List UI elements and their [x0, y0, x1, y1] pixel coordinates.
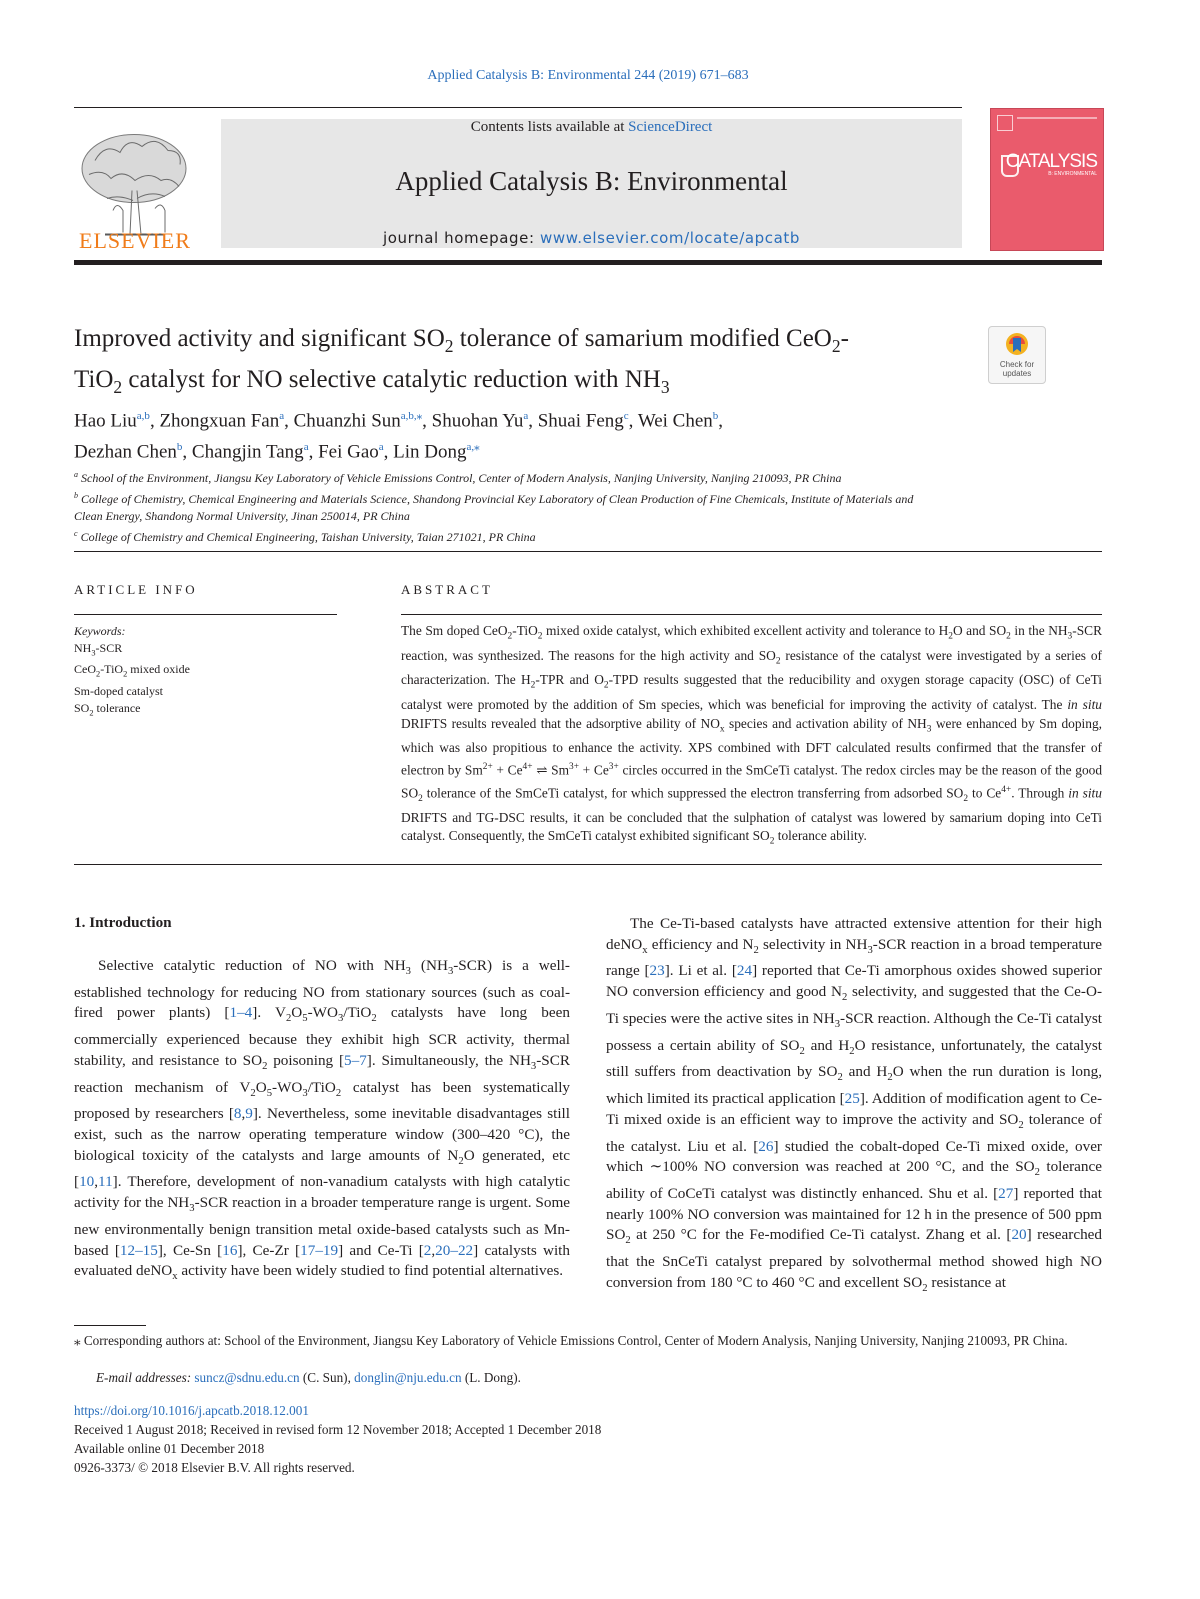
- corresponding-author-note: ⁎ Corresponding authors at: School of the Environment, Jiangsu Key Laboratory of Vehicle Emissions Control, Center of Modern Analysis, Nanjing University, Nanjing 210093, PR China.: [74, 1333, 1068, 1348]
- author-name: Wei Chen: [637, 410, 713, 432]
- introduction-heading: 1. Introduction: [74, 914, 172, 931]
- contents-line: [221, 119, 962, 136]
- keywords-block: [74, 623, 334, 721]
- email-label: E-mail addresses:: [96, 1370, 195, 1385]
- citation-link[interactable]: 5–7: [344, 1051, 367, 1069]
- citation-link[interactable]: 16: [222, 1241, 238, 1259]
- citation-link[interactable]: 12–15: [119, 1241, 158, 1259]
- author-name: Zhongxuan Fan: [159, 410, 280, 432]
- citation-link[interactable]: 1–4: [229, 1004, 253, 1022]
- contents-prefix: Contents lists available at: [470, 119, 629, 135]
- homepage-line: [221, 229, 962, 247]
- author-affiliation-mark[interactable]: a,⁎: [466, 441, 480, 454]
- author-name: Shuai Feng: [537, 410, 624, 432]
- citation-link[interactable]: 24: [736, 962, 753, 980]
- citation-link[interactable]: 25: [844, 1090, 860, 1108]
- email-link-sun[interactable]: suncz@sdnu.edu.cn: [194, 1370, 300, 1385]
- cover-header-line: [1017, 117, 1097, 119]
- cover-emblem: [997, 115, 1013, 131]
- abstract-bottom-rule: [74, 864, 1102, 865]
- author-affiliation-mark[interactable]: a: [378, 441, 384, 454]
- keywords-label: Keywords:: [74, 624, 126, 638]
- author-affiliation-mark[interactable]: a: [303, 441, 309, 454]
- author-name: Shuohan Yu: [431, 410, 524, 432]
- keyword-item: Sm-doped catalyst: [74, 683, 163, 698]
- citation-link[interactable]: 20–22: [435, 1241, 474, 1259]
- article-info-label: ARTICLE INFO: [74, 582, 198, 597]
- elsevier-wordmark: ELSEVIER: [79, 228, 191, 253]
- header-rule: [74, 107, 962, 108]
- author-name: Fei Gao: [318, 441, 379, 463]
- author-name: Lin Dong: [393, 441, 467, 463]
- affiliation-rule: [74, 551, 1102, 552]
- author-name: Chuanzhi Sun: [293, 410, 401, 432]
- cover-subtitle: B: ENVIRONMENTAL: [1048, 171, 1097, 177]
- keyword-item: $SO_2$ tolerance: [74, 700, 141, 718]
- email-link-dong[interactable]: donglin@nju.edu.cn: [354, 1370, 462, 1385]
- journal-reference[interactable]: Applied Catalysis B: Environmental 244 (2019) 671–683: [427, 68, 749, 83]
- keyword-item: CeO$_2$-TiO$_2$ mixed oxide: [74, 662, 190, 679]
- affiliation-list: [74, 466, 1102, 546]
- citation-link[interactable]: 20: [1011, 1226, 1027, 1244]
- author-affiliation-mark[interactable]: c: [623, 410, 629, 422]
- citation-link[interactable]: 27: [998, 1184, 1014, 1202]
- crossmark-icon: [1005, 332, 1029, 358]
- author-affiliation-mark[interactable]: a,b,⁎: [400, 410, 423, 422]
- journal-cover-thumbnail[interactable]: [990, 108, 1104, 251]
- cover-title: CATALYSIS: [1005, 151, 1097, 172]
- journal-title: Applied Catalysis B: Environmental: [395, 166, 788, 196]
- author-name: Hao Liu: [74, 410, 137, 432]
- author-name: Dezhan Chen: [74, 441, 177, 463]
- citation-link[interactable]: 26: [758, 1137, 774, 1155]
- received-dates: Received 1 August 2018; Received in revised form 12 November 2018; Accepted 1 December 2018: [74, 1422, 602, 1437]
- citation-link[interactable]: 9: [245, 1105, 253, 1123]
- affiliation-b-cont: Clean Energy, Shandong Normal University, Jinan 250014, PR China: [74, 509, 410, 523]
- check-for-updates-badge[interactable]: [988, 326, 1046, 384]
- publication-info: [74, 1401, 601, 1477]
- body-column-right: The Ce-Ti-based catalysts have attracted extensive attention for their high deNO$_x$ efficiency and $N_2$ selectivity in $NH_3$-SCR reaction in a broad temperature range [23]. Li et al. [24] reported that Ce-Ti amorphous oxides showed superior NO conversion efficiency and good $N_2$ selectivity, and suggested that the Ce-O-Ti species were the active sites in $NH_3$-SCR reaction. Although the Ce-Ti catalyst possess a certain ability of $SO_2$ and $H_2O$ resistance, unfortunately, the catalyst still suffers from deactivation by $SO_2$ and $H_2O$ when the run duration is long, which limited its practical application [25]. Addition of modification agent to Ce-Ti mixed oxide is an efficient way to improve the activity and $SO_2$ tolerance of the catalyst. Liu et al. [26] studied the cobalt-doped Ce-Ti mixed oxide, over which ∼100% NO conversion was reached at 200 °C, and the $SO_2$ tolerance ability of CoCeTi catalyst was distinctly enhanced. Shu et al. [27] reported that nearly 100% NO conversion was maintained for 12 h in the presence of 500 ppm $SO_2$ at 250 °C for the Fe-modified Ce-Ti catalyst. Zhang et al. [20] researched that the SnCeTi catalyst prepared by solvothermal method showed high NO conversion from 180 °C to 460 °C and excellent $SO_2$ resistance at: [606, 915, 1103, 1294]
- citation-link[interactable]: 23: [649, 962, 665, 980]
- citation-link[interactable]: 10: [79, 1173, 95, 1191]
- homepage-prefix: journal homepage:: [382, 229, 540, 247]
- abstract-label: ABSTRACT: [401, 582, 493, 597]
- affiliation-c: $^c$ College of Chemistry and Chemical Engineering, Taishan University, Taian 271021, PR China: [74, 529, 536, 544]
- footnote-rule: [74, 1325, 146, 1326]
- keyword-item: $NH_3$-SCR: [74, 641, 123, 658]
- citation-link[interactable]: 11: [98, 1173, 113, 1191]
- author-affiliation-mark[interactable]: a: [523, 410, 529, 422]
- cover-flask-icon: [1001, 155, 1019, 177]
- citation-link[interactable]: 8: [233, 1105, 242, 1123]
- citation-link[interactable]: 17–19: [300, 1241, 339, 1259]
- abstract-rule: [401, 614, 1102, 615]
- affiliation-a: $^a$ School of the Environment, Jiangsu Key Laboratory of Vehicle Emissions Control, Center of Modern Analysis, Nanjing University, Nanjing 210093, PR China: [74, 470, 842, 485]
- author-list: Hao Liu$^{a,b}$, Zhongxuan Fan$^a$, Chuanzhi Sun$^{a,b,⁎}$, Shuohan Yu$^a$, Shuai Feng$^c$, Wei Chen$^b$, Dezhan Chen$^b$, Changjin Tang$^a$, Fei Gao$^a$, Lin Dong$^{a,⁎}$: [74, 410, 724, 463]
- author-affiliation-mark[interactable]: a,b: [136, 410, 150, 422]
- copyright-line: 0926-3373/ © 2018 Elsevier B.V. All rights reserved.: [74, 1460, 355, 1475]
- article-info-rule: [74, 614, 337, 615]
- email-addresses: E-mail addresses: suncz@sdnu.edu.cn (C. Sun), donglin@nju.edu.cn (L. Dong).: [96, 1370, 521, 1385]
- doi-link[interactable]: https://doi.org/10.1016/j.apcatb.2018.12.001: [74, 1403, 309, 1418]
- affiliation-b: $^b$ College of Chemistry, Chemical Engineering and Materials Science, Shandong Provincial Key Laboratory of Clean Production of Fine Chemicals, Institute of Materials and: [74, 491, 914, 506]
- author-affiliation-mark[interactable]: b: [176, 441, 183, 454]
- homepage-link[interactable]: www.elsevier.com/locate/apcatb: [539, 229, 801, 247]
- author-name: Changjin Tang: [191, 441, 304, 463]
- author-affiliation-mark[interactable]: b: [712, 410, 719, 422]
- abstract-text: The Sm doped CeO$_2$-TiO$_2$ mixed oxide catalyst, which exhibited excellent activity and tolerance to $H_2O$ and $SO_2$ in the $NH_3$-SCR reaction, was synthesized. The reasons for the high activity and $SO_2$ resistance of the catalyst were investigated by a series of characterization. The $H_2$-TPR and $O_2$-TPD results suggested that the reducibility and oxygen storage capacity (OSC) of CeTi catalyst were promoted by the addition of Sm species, which was beneficial for improving the activity of catalyst. The in situ DRIFTS results revealed that the adsorptive ability of $NO_x$ species and activation ability of $NH_3$ were enhanced by Sm doping, which was also propitious to enhance the activity. XPS combined with DFT calculated results confirmed that the transfer of electron by $Sm^{2+} + Ce^{4+}$ ⇌ $Sm^{3+} + Ce^{3+}$ circles occurred in the SmCeTi catalyst. The redox circles may be the reason of the good $SO_2$ tolerance of the SmCeTi catalyst, for which suppressed the electron transferring from adsorbed $SO_2$ to $Ce^{4+}$. Through in situ DRIFTS and TG-DSC results, it can be concluded that the sulphation of catalyst was lowered by samarium doping into CeTi catalyst. Consequently, the SmCeTi catalyst exhibited significant $SO_2$ tolerance ability.: [401, 623, 1103, 848]
- article-title: Improved activity and significant $SO_2$ tolerance of samarium modified CeO$_2$- TiO$_2$ catalyst for NO selective catalytic reduction with $NH_3$: [74, 325, 849, 397]
- citation-link[interactable]: 2: [423, 1241, 432, 1259]
- body-column-left: Selective catalytic reduction of NO with $NH_3$ $(NH_3-SCR)$ is a well-established technology for reducing NO from stationary sources (such as coal-fired power plants) [1–4]. $V_2O_5-WO_3/TiO_2$ catalysts have long been commercially experienced because they exhibit high SCR activity, thermal stability, and resistance to $SO_2$ poisoning [5–7]. Simultaneously, the $NH_3$-SCR reaction mechanism of $V_2O_5-WO_3/TiO_2$ catalyst has been systematically proposed by researchers [8,9]. Nevertheless, some inevitable disadvantages still exist, such as the narrow operating temperature window (300–420 °C), the biological toxicity of the catalysts and large amounts of $N_2O$ generated, etc [10,11]. Therefore, development of non-vanadium catalysts with high catalytic activity for the $NH_3$-SCR reaction in a broader temperature range is urgent. Some new environmentally benign transition metal oxide-based catalysts such as Mn-based [12–15], Ce-Sn [16], Ce-Zr [17–19] and Ce-Ti [2,20–22] catalysts with evaluated deNO$_x$ activity have been widely studied to find potential alternatives.: [74, 957, 571, 1283]
- available-online: Available online 01 December 2018: [74, 1441, 265, 1456]
- check-for-updates-label: Check for updates: [999, 360, 1035, 378]
- author-affiliation-mark[interactable]: a: [279, 410, 285, 422]
- sciencedirect-link[interactable]: ScienceDirect: [628, 119, 713, 135]
- header-thick-rule: [74, 260, 1102, 265]
